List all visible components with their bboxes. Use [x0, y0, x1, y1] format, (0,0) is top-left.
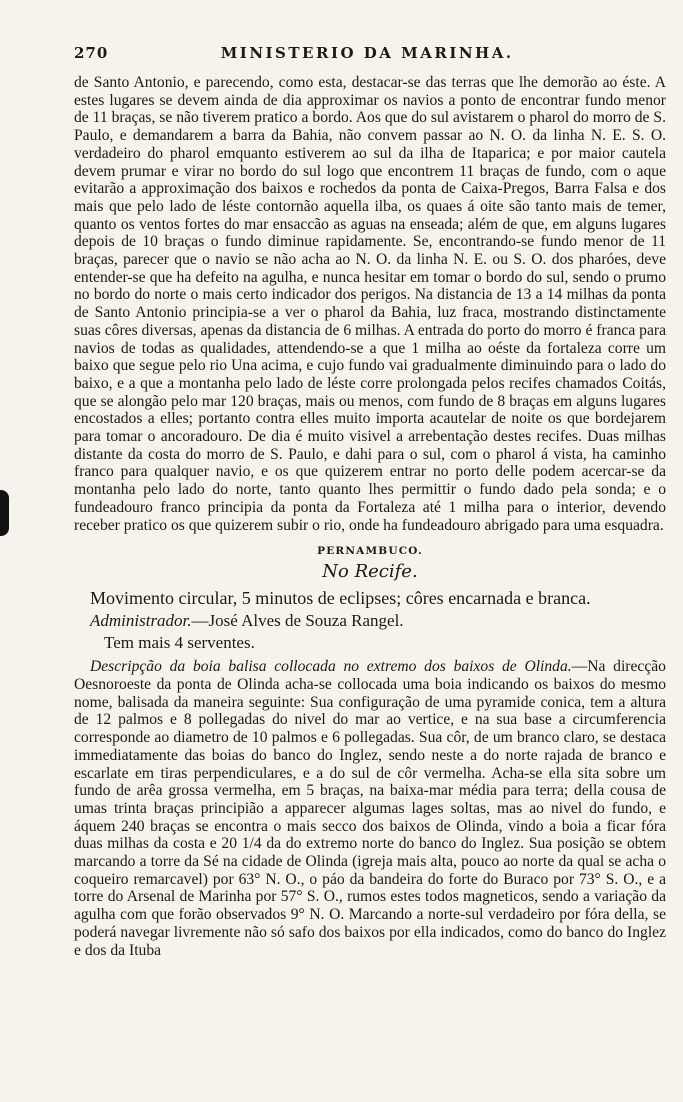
- buoy-description-title: Descripção da boia balisa collocada no extremo dos baixos de Olinda.: [90, 658, 572, 676]
- administrator-line: [90, 610, 666, 632]
- place-heading-recife: No Recife.: [322, 561, 418, 583]
- administrator-label: Administrador.: [90, 611, 192, 631]
- book-page: [74, 44, 666, 959]
- section-heading-pernambuco: PERNAMBUCO.: [317, 545, 423, 558]
- light-characteristic: Movimento circular, 5 minutos de eclipses; côres encarnada e branca.: [90, 588, 591, 609]
- paragraph-bahia-navigation: de Santo Antonio, e parecendo, como esta, destacar-se das terras que lhe demorão ao éste. A estes lugares se devem ainda de dia approximar os navios a ponto de encontrar fundo menor de 11 braças, se não tiverem pratico a bordo. Aos que do sul avistarem o pharol do morro de S. Paulo, e demandarem a barra da Bahia, não convem passar ao N. O. da linha N. E. S. O. verdadeiro do pharol emquanto estiverem ao sul da ilha de Itaparica; e por maior cautela devem prumar e virar no bordo do sul logo que encontrem 11 braças de fundo, com o aque evitarão a approximação dos baixos e rochedos da ponta de Caixa-Pregos, Barra Falsa e dos mais que pelo lado de léste contornão aquella ilba, os quaes á oite são tanto mais de temer, quanto os ventos fortes do mar ensaccão as aguas na enseada; além de que, em alguns lugares depois de 10 braças o fundo diminue rapidamente. Se, encontrando-se fundo menor de 11 braças, parecer que o navio se não acha ao N. O. da linha N. E. ou S. O. dos pharóes, deve entender-se que ha defeito na agulha, e nunca hesitar em tomar o bordo do sul, sendo o prumo no bordo do norte o mais certo indicador dos perigos. Na distancia de 13 a 14 milhas da ponta de Santo Antonio principia-se a ver o pharol da Bahia, luz fraca, mostrando distinctamente suas côres diversas, apenas da distancia de 6 milhas. A entrada do porto do morro é franca para navios de todas as qualidades, attendendo-se a que 1 milha ao oéste da fortaleza corre um baixo que segue pelo rio Una acima, e cujo fundo vai gradualmente diminuindo para o lado do baixo, e a que a montanha pelo lado de léste corre prolongada pelos recifes chamados Coitás, que se alongão pelo mar 120 braças, mais ou menos, com fundo de 8 braças em alguns lugares encostados a elles; portanto contra elles muito importa acautelar de noite os que bordejarem para tomar o ancoradouro. De dia é muito visivel a arrebentação destes recifes. Duas milhas distante da costa do morro de S. Paulo, e dahi para o sul, com o pharol á vista, ha caminho franco para qualquer navio, e os que quizerem entrar no porto delle podem acercar-se da montanha pelo lado do norte, tanto quanto lhes permittir o fundo dado pela sonda; e o fundeadouro franco principia da ponta da Fortaleza até 1 milha para o interior, devendo receber pratico os que quizerem subir o rio, onde ha fundeadouro abrigado para uma esquadra.: [74, 74, 666, 534]
- administrator-name: —José Alves de Souza Rangel.: [191, 611, 404, 631]
- margin-ink-blot: [0, 490, 9, 536]
- buoy-description-text: —Na direcção Oesnoroeste da ponta de Olinda acha-se collocada uma boia indicando os baixos do mesmo nome, balisada da maneira seguinte: Sua configuração de uma pyramide conica, tem a altura de 12 palmos e 8 pollegadas do nivel do mar ao vertice, e na sua base a circumferencia corresponde ao diametro de 10 palmos e 6 pollegadas. Sua côr, de um branco claro, se destaca immediatamente das boias do banco do Inglez, sendo neste a do norte rajada de branco e escarlate em tiras perpendiculares, e a do sul de côr vermelha. Acha-se ella sita sobre um fundo de arêa grossa vermelha, em 5 braças, na baixa-mar média para terra; della cousa de umas trinta braças principião a apparecer algumas lages soltas, mas ao nivel do fundo, e áquem 240 braças se encontra o mais secco dos baixos de Olinda, vindo a boia a ficar fóra duas milhas da costa e 20 1/4 da do extremo norte do banco do Inglez. Sua posição se obtem marcando a torre da Sé na cidade de Olinda (igreja mais alta, pouco ao norte da qual se acha o coqueiro remarcavel) por 63° N. O., o páo da bandeira do forte do Buraco por 73° S. O., e a torre do Arsenal de Marinha por 57° S. O., rumos estes todos magneticos, sendo a variação da agulha com que forão observados 9° N. O. Marcando a norte-sul verdadeiro por fóra della, se poderá navegar livremente não só safo dos baixos por ella indicados, como do banco do Inglez e dos da Ituba: [74, 658, 666, 959]
- servants-line: Tem mais 4 serventes.: [104, 633, 255, 653]
- page-number: 270: [74, 44, 109, 62]
- running-title: MINISTERIO DA MARINHA.: [220, 44, 514, 62]
- paragraph-buoy-description: [74, 658, 666, 959]
- page-header: [74, 44, 666, 70]
